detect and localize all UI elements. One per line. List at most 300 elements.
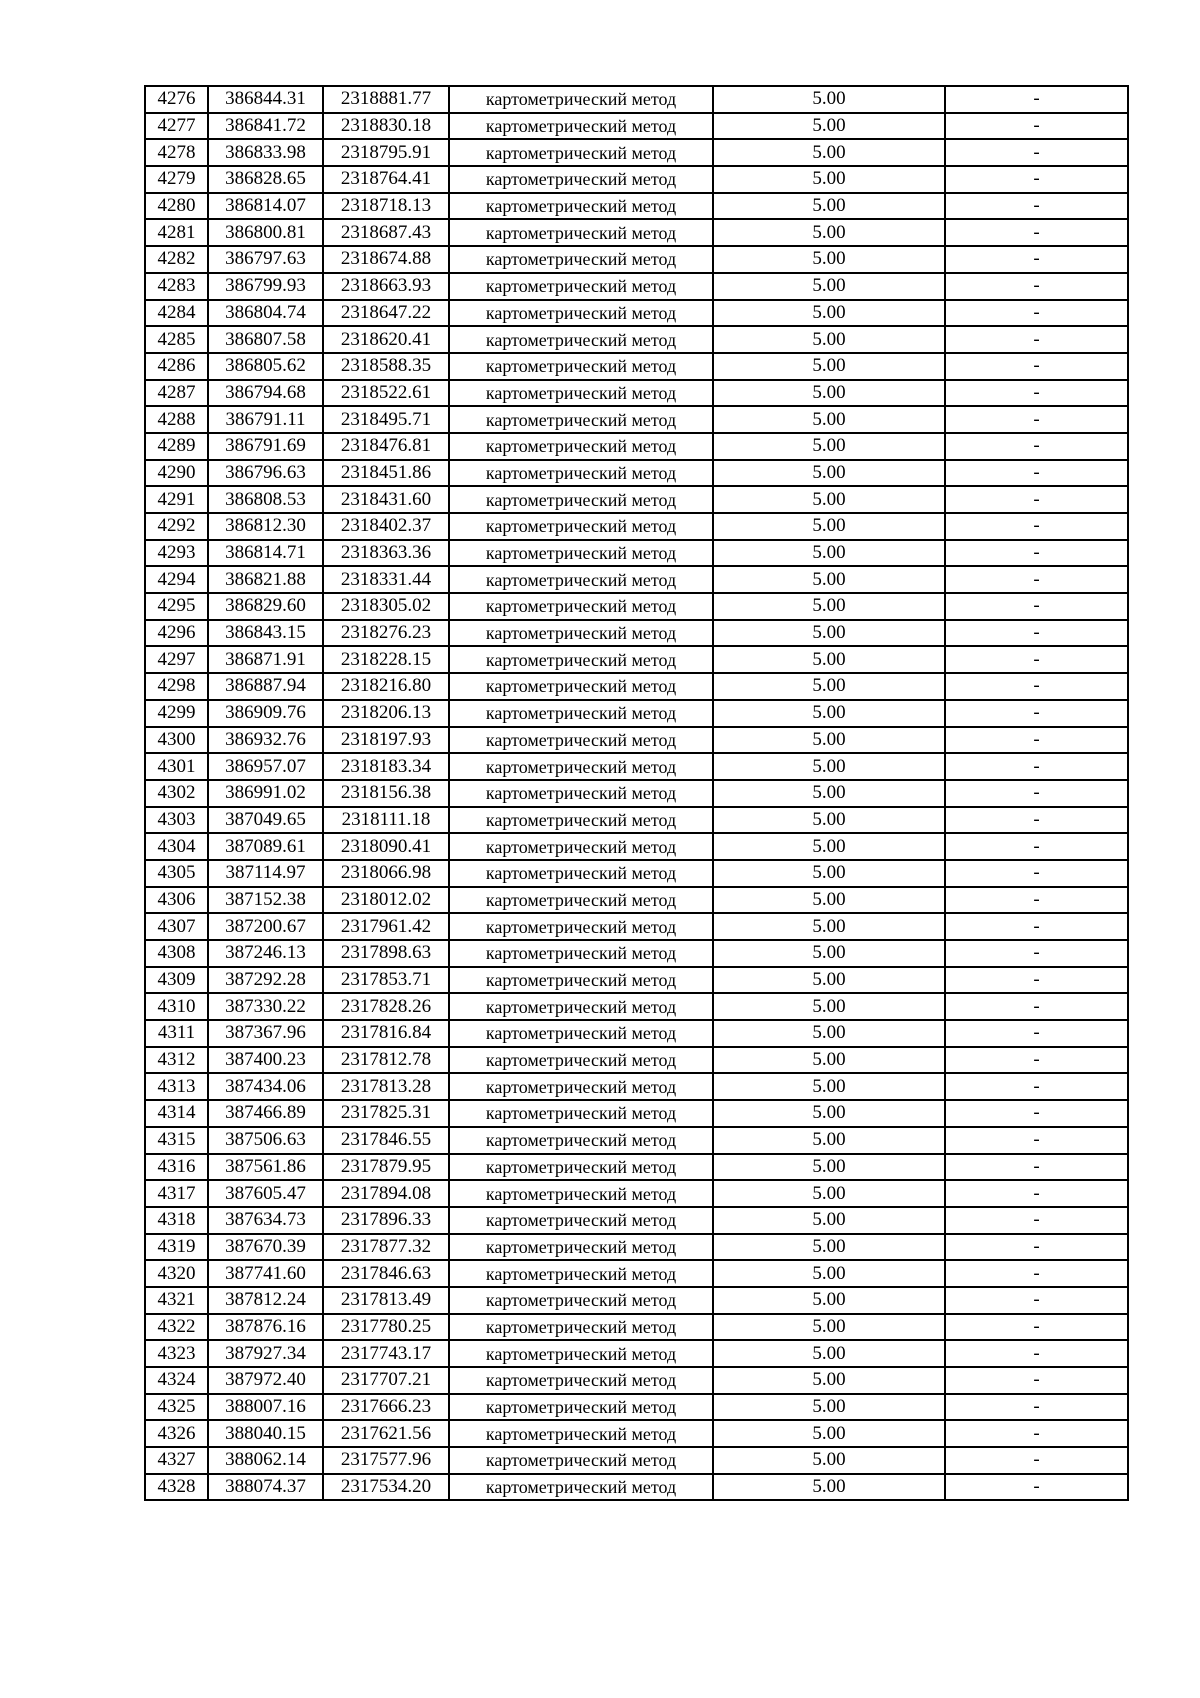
table-row xyxy=(145,1073,1128,1100)
y-coordinate-cell: 2317894.08 xyxy=(323,1180,449,1207)
table-row xyxy=(145,300,1128,327)
table-row xyxy=(145,993,1128,1020)
accuracy-cell: 5.00 xyxy=(713,139,945,166)
table-row xyxy=(145,646,1128,673)
accuracy-cell: 5.00 xyxy=(713,1314,945,1341)
description-cell: - xyxy=(945,166,1128,193)
accuracy-cell: 5.00 xyxy=(713,1474,945,1501)
description-cell: - xyxy=(945,673,1128,700)
method-cell: картометрический метод xyxy=(449,1474,713,1501)
x-coordinate-cell: 386828.65 xyxy=(208,166,323,193)
method-cell: картометрический метод xyxy=(449,326,713,353)
accuracy-cell: 5.00 xyxy=(713,300,945,327)
x-coordinate-cell: 387246.13 xyxy=(208,940,323,967)
method-cell: картометрический метод xyxy=(449,1100,713,1127)
description-cell: - xyxy=(945,1394,1128,1421)
method-cell: картометрический метод xyxy=(449,993,713,1020)
table-row xyxy=(145,1234,1128,1261)
y-coordinate-cell: 2318206.13 xyxy=(323,700,449,727)
point-number-cell: 4276 xyxy=(145,86,208,113)
x-coordinate-cell: 387200.67 xyxy=(208,913,323,940)
method-cell: картометрический метод xyxy=(449,887,713,914)
table-row xyxy=(145,1287,1128,1314)
description-cell: - xyxy=(945,380,1128,407)
y-coordinate-cell: 2317813.28 xyxy=(323,1073,449,1100)
y-coordinate-cell: 2317846.63 xyxy=(323,1260,449,1287)
table-row xyxy=(145,246,1128,273)
point-number-cell: 4313 xyxy=(145,1073,208,1100)
accuracy-cell: 5.00 xyxy=(713,1100,945,1127)
accuracy-cell: 5.00 xyxy=(713,166,945,193)
table-row xyxy=(145,540,1128,567)
method-cell: картометрический метод xyxy=(449,673,713,700)
method-cell: картометрический метод xyxy=(449,646,713,673)
y-coordinate-cell: 2317577.96 xyxy=(323,1447,449,1474)
x-coordinate-cell: 387400.23 xyxy=(208,1047,323,1074)
table-row xyxy=(145,1100,1128,1127)
description-cell: - xyxy=(945,1073,1128,1100)
y-coordinate-cell: 2317879.95 xyxy=(323,1154,449,1181)
description-cell: - xyxy=(945,1020,1128,1047)
description-cell: - xyxy=(945,1234,1128,1261)
description-cell: - xyxy=(945,940,1128,967)
description-cell: - xyxy=(945,353,1128,380)
y-coordinate-cell: 2317853.71 xyxy=(323,967,449,994)
x-coordinate-cell: 386796.63 xyxy=(208,460,323,487)
accuracy-cell: 5.00 xyxy=(713,86,945,113)
y-coordinate-cell: 2318111.18 xyxy=(323,807,449,834)
point-number-cell: 4316 xyxy=(145,1154,208,1181)
table-row xyxy=(145,1180,1128,1207)
x-coordinate-cell: 386871.91 xyxy=(208,646,323,673)
point-number-cell: 4310 xyxy=(145,993,208,1020)
method-cell: картометрический метод xyxy=(449,433,713,460)
description-cell: - xyxy=(945,193,1128,220)
method-cell: картометрический метод xyxy=(449,406,713,433)
x-coordinate-cell: 386794.68 xyxy=(208,380,323,407)
x-coordinate-cell: 387741.60 xyxy=(208,1260,323,1287)
description-cell: - xyxy=(945,1314,1128,1341)
accuracy-cell: 5.00 xyxy=(713,246,945,273)
y-coordinate-cell: 2318216.80 xyxy=(323,673,449,700)
point-number-cell: 4315 xyxy=(145,1127,208,1154)
accuracy-cell: 5.00 xyxy=(713,540,945,567)
table-row xyxy=(145,1260,1128,1287)
method-cell: картометрический метод xyxy=(449,86,713,113)
description-cell: - xyxy=(945,540,1128,567)
description-cell: - xyxy=(945,860,1128,887)
method-cell: картометрический метод xyxy=(449,593,713,620)
accuracy-cell: 5.00 xyxy=(713,1154,945,1181)
table-row xyxy=(145,460,1128,487)
accuracy-cell: 5.00 xyxy=(713,193,945,220)
method-cell: картометрический метод xyxy=(449,753,713,780)
table-row xyxy=(145,833,1128,860)
point-number-cell: 4277 xyxy=(145,113,208,140)
method-cell: картометрический метод xyxy=(449,1260,713,1287)
accuracy-cell: 5.00 xyxy=(713,646,945,673)
accuracy-cell: 5.00 xyxy=(713,967,945,994)
table-row xyxy=(145,86,1128,113)
x-coordinate-cell: 388040.15 xyxy=(208,1420,323,1447)
accuracy-cell: 5.00 xyxy=(713,1234,945,1261)
method-cell: картометрический метод xyxy=(449,1314,713,1341)
accuracy-cell: 5.00 xyxy=(713,993,945,1020)
x-coordinate-cell: 386808.53 xyxy=(208,486,323,513)
x-coordinate-cell: 387292.28 xyxy=(208,967,323,994)
accuracy-cell: 5.00 xyxy=(713,406,945,433)
method-cell: картометрический метод xyxy=(449,1207,713,1234)
table-row xyxy=(145,700,1128,727)
description-cell: - xyxy=(945,300,1128,327)
x-coordinate-cell: 386957.07 xyxy=(208,753,323,780)
point-number-cell: 4304 xyxy=(145,833,208,860)
table-row xyxy=(145,727,1128,754)
method-cell: картометрический метод xyxy=(449,860,713,887)
y-coordinate-cell: 2317877.32 xyxy=(323,1234,449,1261)
y-coordinate-cell: 2318764.41 xyxy=(323,166,449,193)
x-coordinate-cell: 386812.30 xyxy=(208,513,323,540)
method-cell: картометрический метод xyxy=(449,967,713,994)
y-coordinate-cell: 2318495.71 xyxy=(323,406,449,433)
x-coordinate-cell: 388074.37 xyxy=(208,1474,323,1501)
y-coordinate-cell: 2318881.77 xyxy=(323,86,449,113)
x-coordinate-cell: 387506.63 xyxy=(208,1127,323,1154)
table-row xyxy=(145,1047,1128,1074)
method-cell: картометрический метод xyxy=(449,486,713,513)
accuracy-cell: 5.00 xyxy=(713,807,945,834)
table-row xyxy=(145,113,1128,140)
method-cell: картометрический метод xyxy=(449,380,713,407)
point-number-cell: 4305 xyxy=(145,860,208,887)
method-cell: картометрический метод xyxy=(449,1287,713,1314)
point-number-cell: 4328 xyxy=(145,1474,208,1501)
method-cell: картометрический метод xyxy=(449,1047,713,1074)
table-row xyxy=(145,1340,1128,1367)
accuracy-cell: 5.00 xyxy=(713,353,945,380)
point-number-cell: 4282 xyxy=(145,246,208,273)
description-cell: - xyxy=(945,913,1128,940)
description-cell: - xyxy=(945,1287,1128,1314)
description-cell: - xyxy=(945,273,1128,300)
x-coordinate-cell: 386814.07 xyxy=(208,193,323,220)
point-number-cell: 4289 xyxy=(145,433,208,460)
description-cell: - xyxy=(945,727,1128,754)
y-coordinate-cell: 2318331.44 xyxy=(323,566,449,593)
table-row xyxy=(145,139,1128,166)
x-coordinate-cell: 387927.34 xyxy=(208,1340,323,1367)
table-row xyxy=(145,1127,1128,1154)
description-cell: - xyxy=(945,1474,1128,1501)
method-cell: картометрический метод xyxy=(449,300,713,327)
y-coordinate-cell: 2318795.91 xyxy=(323,139,449,166)
point-number-cell: 4322 xyxy=(145,1314,208,1341)
method-cell: картометрический метод xyxy=(449,913,713,940)
description-cell: - xyxy=(945,139,1128,166)
table-row xyxy=(145,620,1128,647)
x-coordinate-cell: 387152.38 xyxy=(208,887,323,914)
table-row xyxy=(145,380,1128,407)
accuracy-cell: 5.00 xyxy=(713,1073,945,1100)
table-row xyxy=(145,566,1128,593)
description-cell: - xyxy=(945,513,1128,540)
point-number-cell: 4308 xyxy=(145,940,208,967)
x-coordinate-cell: 386799.93 xyxy=(208,273,323,300)
table-row xyxy=(145,166,1128,193)
y-coordinate-cell: 2317828.26 xyxy=(323,993,449,1020)
y-coordinate-cell: 2318276.23 xyxy=(323,620,449,647)
method-cell: картометрический метод xyxy=(449,1154,713,1181)
accuracy-cell: 5.00 xyxy=(713,1127,945,1154)
y-coordinate-cell: 2318228.15 xyxy=(323,646,449,673)
description-cell: - xyxy=(945,566,1128,593)
x-coordinate-cell: 386807.58 xyxy=(208,326,323,353)
point-number-cell: 4296 xyxy=(145,620,208,647)
table-row xyxy=(145,940,1128,967)
point-number-cell: 4309 xyxy=(145,967,208,994)
method-cell: картометрический метод xyxy=(449,166,713,193)
accuracy-cell: 5.00 xyxy=(713,1047,945,1074)
y-coordinate-cell: 2318197.93 xyxy=(323,727,449,754)
method-cell: картометрический метод xyxy=(449,1420,713,1447)
description-cell: - xyxy=(945,1100,1128,1127)
method-cell: картометрический метод xyxy=(449,566,713,593)
accuracy-cell: 5.00 xyxy=(713,940,945,967)
x-coordinate-cell: 386797.63 xyxy=(208,246,323,273)
x-coordinate-cell: 386843.15 xyxy=(208,620,323,647)
table-row xyxy=(145,193,1128,220)
x-coordinate-cell: 386909.76 xyxy=(208,700,323,727)
y-coordinate-cell: 2318305.02 xyxy=(323,593,449,620)
x-coordinate-cell: 387876.16 xyxy=(208,1314,323,1341)
y-coordinate-cell: 2318156.38 xyxy=(323,780,449,807)
y-coordinate-cell: 2318183.34 xyxy=(323,753,449,780)
y-coordinate-cell: 2317780.25 xyxy=(323,1314,449,1341)
point-number-cell: 4293 xyxy=(145,540,208,567)
point-number-cell: 4302 xyxy=(145,780,208,807)
accuracy-cell: 5.00 xyxy=(713,219,945,246)
x-coordinate-cell: 387049.65 xyxy=(208,807,323,834)
x-coordinate-cell: 388007.16 xyxy=(208,1394,323,1421)
point-number-cell: 4319 xyxy=(145,1234,208,1261)
table-row xyxy=(145,273,1128,300)
point-number-cell: 4312 xyxy=(145,1047,208,1074)
method-cell: картометрический метод xyxy=(449,620,713,647)
y-coordinate-cell: 2317743.17 xyxy=(323,1340,449,1367)
x-coordinate-cell: 387466.89 xyxy=(208,1100,323,1127)
accuracy-cell: 5.00 xyxy=(713,380,945,407)
y-coordinate-cell: 2317534.20 xyxy=(323,1474,449,1501)
description-cell: - xyxy=(945,1367,1128,1394)
x-coordinate-cell: 387434.06 xyxy=(208,1073,323,1100)
table-row xyxy=(145,967,1128,994)
x-coordinate-cell: 386887.94 xyxy=(208,673,323,700)
method-cell: картометрический метод xyxy=(449,246,713,273)
description-cell: - xyxy=(945,807,1128,834)
x-coordinate-cell: 387114.97 xyxy=(208,860,323,887)
table-row xyxy=(145,433,1128,460)
method-cell: картометрический метод xyxy=(449,700,713,727)
description-cell: - xyxy=(945,113,1128,140)
x-coordinate-cell: 387605.47 xyxy=(208,1180,323,1207)
accuracy-cell: 5.00 xyxy=(713,1394,945,1421)
accuracy-cell: 5.00 xyxy=(713,833,945,860)
point-number-cell: 4323 xyxy=(145,1340,208,1367)
y-coordinate-cell: 2318522.61 xyxy=(323,380,449,407)
x-coordinate-cell: 386932.76 xyxy=(208,727,323,754)
point-number-cell: 4327 xyxy=(145,1447,208,1474)
y-coordinate-cell: 2318647.22 xyxy=(323,300,449,327)
method-cell: картометрический метод xyxy=(449,113,713,140)
accuracy-cell: 5.00 xyxy=(713,1260,945,1287)
accuracy-cell: 5.00 xyxy=(713,620,945,647)
description-cell: - xyxy=(945,1420,1128,1447)
accuracy-cell: 5.00 xyxy=(713,1020,945,1047)
y-coordinate-cell: 2318090.41 xyxy=(323,833,449,860)
x-coordinate-cell: 386814.71 xyxy=(208,540,323,567)
accuracy-cell: 5.00 xyxy=(713,1367,945,1394)
table-row xyxy=(145,1020,1128,1047)
table-row xyxy=(145,1474,1128,1501)
point-number-cell: 4306 xyxy=(145,887,208,914)
method-cell: картометрический метод xyxy=(449,353,713,380)
x-coordinate-cell: 386844.31 xyxy=(208,86,323,113)
table-row xyxy=(145,913,1128,940)
point-number-cell: 4295 xyxy=(145,593,208,620)
accuracy-cell: 5.00 xyxy=(713,913,945,940)
description-cell: - xyxy=(945,406,1128,433)
y-coordinate-cell: 2317898.63 xyxy=(323,940,449,967)
method-cell: картометрический метод xyxy=(449,807,713,834)
description-cell: - xyxy=(945,219,1128,246)
x-coordinate-cell: 387812.24 xyxy=(208,1287,323,1314)
description-cell: - xyxy=(945,646,1128,673)
description-cell: - xyxy=(945,967,1128,994)
y-coordinate-cell: 2318476.81 xyxy=(323,433,449,460)
method-cell: картометрический метод xyxy=(449,1367,713,1394)
method-cell: картометрический метод xyxy=(449,1447,713,1474)
accuracy-cell: 5.00 xyxy=(713,860,945,887)
method-cell: картометрический метод xyxy=(449,833,713,860)
coordinates-table-body xyxy=(145,86,1128,1500)
accuracy-cell: 5.00 xyxy=(713,460,945,487)
accuracy-cell: 5.00 xyxy=(713,1287,945,1314)
point-number-cell: 4298 xyxy=(145,673,208,700)
table-row xyxy=(145,1420,1128,1447)
method-cell: картометрический метод xyxy=(449,273,713,300)
accuracy-cell: 5.00 xyxy=(713,887,945,914)
y-coordinate-cell: 2318718.13 xyxy=(323,193,449,220)
method-cell: картометрический метод xyxy=(449,1020,713,1047)
table-row xyxy=(145,219,1128,246)
table-row xyxy=(145,807,1128,834)
y-coordinate-cell: 2318363.36 xyxy=(323,540,449,567)
point-number-cell: 4292 xyxy=(145,513,208,540)
point-number-cell: 4288 xyxy=(145,406,208,433)
table-row xyxy=(145,593,1128,620)
table-row xyxy=(145,1447,1128,1474)
accuracy-cell: 5.00 xyxy=(713,1340,945,1367)
y-coordinate-cell: 2318588.35 xyxy=(323,353,449,380)
table-row xyxy=(145,753,1128,780)
table-row xyxy=(145,1367,1128,1394)
method-cell: картометрический метод xyxy=(449,193,713,220)
description-cell: - xyxy=(945,1047,1128,1074)
point-number-cell: 4325 xyxy=(145,1394,208,1421)
method-cell: картометрический метод xyxy=(449,219,713,246)
accuracy-cell: 5.00 xyxy=(713,326,945,353)
y-coordinate-cell: 2318402.37 xyxy=(323,513,449,540)
x-coordinate-cell: 387670.39 xyxy=(208,1234,323,1261)
y-coordinate-cell: 2318663.93 xyxy=(323,273,449,300)
method-cell: картометрический метод xyxy=(449,1073,713,1100)
point-number-cell: 4287 xyxy=(145,380,208,407)
description-cell: - xyxy=(945,833,1128,860)
y-coordinate-cell: 2317825.31 xyxy=(323,1100,449,1127)
table-row xyxy=(145,887,1128,914)
table-row xyxy=(145,513,1128,540)
method-cell: картометрический метод xyxy=(449,1127,713,1154)
point-number-cell: 4326 xyxy=(145,1420,208,1447)
point-number-cell: 4278 xyxy=(145,139,208,166)
accuracy-cell: 5.00 xyxy=(713,273,945,300)
x-coordinate-cell: 386791.11 xyxy=(208,406,323,433)
table-row xyxy=(145,406,1128,433)
description-cell: - xyxy=(945,1260,1128,1287)
x-coordinate-cell: 388062.14 xyxy=(208,1447,323,1474)
y-coordinate-cell: 2317812.78 xyxy=(323,1047,449,1074)
x-coordinate-cell: 387972.40 xyxy=(208,1367,323,1394)
table-row xyxy=(145,1314,1128,1341)
point-number-cell: 4279 xyxy=(145,166,208,193)
point-number-cell: 4324 xyxy=(145,1367,208,1394)
method-cell: картометрический метод xyxy=(449,1234,713,1261)
accuracy-cell: 5.00 xyxy=(713,113,945,140)
method-cell: картометрический метод xyxy=(449,940,713,967)
accuracy-cell: 5.00 xyxy=(713,1180,945,1207)
y-coordinate-cell: 2317813.49 xyxy=(323,1287,449,1314)
point-number-cell: 4294 xyxy=(145,566,208,593)
description-cell: - xyxy=(945,1180,1128,1207)
y-coordinate-cell: 2317816.84 xyxy=(323,1020,449,1047)
table-row xyxy=(145,1394,1128,1421)
x-coordinate-cell: 386833.98 xyxy=(208,139,323,166)
x-coordinate-cell: 386791.69 xyxy=(208,433,323,460)
accuracy-cell: 5.00 xyxy=(713,727,945,754)
y-coordinate-cell: 2317961.42 xyxy=(323,913,449,940)
description-cell: - xyxy=(945,1447,1128,1474)
method-cell: картометрический метод xyxy=(449,513,713,540)
point-number-cell: 4290 xyxy=(145,460,208,487)
x-coordinate-cell: 387089.61 xyxy=(208,833,323,860)
x-coordinate-cell: 386829.60 xyxy=(208,593,323,620)
y-coordinate-cell: 2318620.41 xyxy=(323,326,449,353)
method-cell: картометрический метод xyxy=(449,540,713,567)
description-cell: - xyxy=(945,593,1128,620)
x-coordinate-cell: 386821.88 xyxy=(208,566,323,593)
description-cell: - xyxy=(945,700,1128,727)
accuracy-cell: 5.00 xyxy=(713,1420,945,1447)
table-row xyxy=(145,1154,1128,1181)
point-number-cell: 4299 xyxy=(145,700,208,727)
x-coordinate-cell: 387330.22 xyxy=(208,993,323,1020)
accuracy-cell: 5.00 xyxy=(713,433,945,460)
table-row xyxy=(145,673,1128,700)
point-number-cell: 4314 xyxy=(145,1100,208,1127)
point-number-cell: 4291 xyxy=(145,486,208,513)
point-number-cell: 4311 xyxy=(145,1020,208,1047)
table-row xyxy=(145,326,1128,353)
